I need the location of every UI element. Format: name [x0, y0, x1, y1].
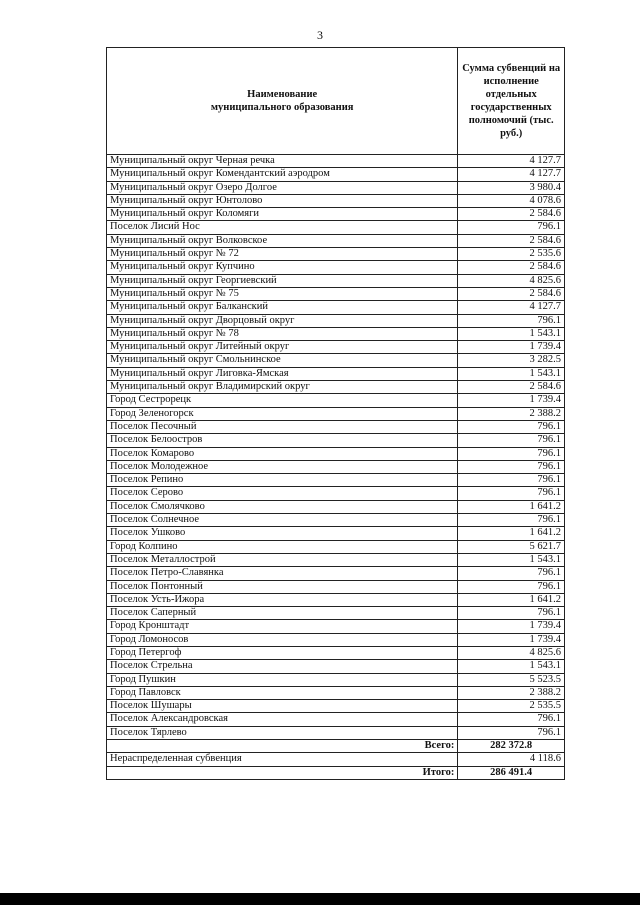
table-row	[107, 314, 565, 327]
municipality-name: Муниципальный округ Волковское	[107, 234, 458, 247]
subvention-value: 2 584.6	[458, 234, 565, 247]
municipality-name: Муниципальный округ Дворцовый округ	[107, 314, 458, 327]
unallocated-value: 4 118.6	[458, 753, 565, 766]
table-row	[107, 567, 565, 580]
grand-total-value: 286 491.4	[458, 766, 565, 779]
subvention-value: 3 980.4	[458, 181, 565, 194]
subvention-value: 4 127.7	[458, 168, 565, 181]
table-row	[107, 234, 565, 247]
table-row	[107, 208, 565, 221]
table-row	[107, 686, 565, 699]
municipality-name: Поселок Александровская	[107, 713, 458, 726]
table-row	[107, 580, 565, 593]
municipality-name: Муниципальный округ № 75	[107, 287, 458, 300]
subvention-value: 5 523.5	[458, 673, 565, 686]
table-row	[107, 487, 565, 500]
table-header-row	[107, 48, 565, 155]
municipality-name: Поселок Белоостров	[107, 434, 458, 447]
subvention-value: 796.1	[458, 607, 565, 620]
table-row	[107, 646, 565, 659]
municipality-name: Поселок Солнечное	[107, 514, 458, 527]
municipality-name: Город Зеленогорск	[107, 407, 458, 420]
table-row	[107, 553, 565, 566]
table-row	[107, 341, 565, 354]
table-row	[107, 301, 565, 314]
table-row	[107, 700, 565, 713]
table-row	[107, 221, 565, 234]
municipality-name: Поселок Усть-Ижора	[107, 593, 458, 606]
municipality-name: Поселок Репино	[107, 474, 458, 487]
subvention-value: 2 584.6	[458, 287, 565, 300]
municipality-name: Муниципальный округ Смольнинское	[107, 354, 458, 367]
scan-bottom-edge	[0, 893, 640, 905]
municipality-name: Муниципальный округ Юнтолово	[107, 194, 458, 207]
municipality-name: Поселок Серово	[107, 487, 458, 500]
subvention-value: 796.1	[458, 434, 565, 447]
table-row	[107, 248, 565, 261]
table-row	[107, 168, 565, 181]
subvention-value: 1 543.1	[458, 367, 565, 380]
header-name-line2: муниципального образования	[210, 102, 354, 113]
subvention-value: 1 739.4	[458, 633, 565, 646]
unallocated-label: Нераспределенная субвенция	[107, 753, 458, 766]
subvention-value: 2 584.6	[458, 261, 565, 274]
municipality-name: Поселок Стрельна	[107, 660, 458, 673]
subvention-value: 4 127.7	[458, 301, 565, 314]
municipality-name: Муниципальный округ Комендантский аэродром	[107, 168, 458, 181]
table-row	[107, 593, 565, 606]
table-row	[107, 620, 565, 633]
table-row	[107, 500, 565, 513]
table-row	[107, 514, 565, 527]
subvention-table	[106, 47, 565, 780]
grand-total-row	[107, 766, 565, 779]
subvention-value: 3 282.5	[458, 354, 565, 367]
total-label: Всего:	[107, 740, 458, 753]
subvention-value: 796.1	[458, 514, 565, 527]
municipality-name: Муниципальный округ Коломяги	[107, 208, 458, 221]
municipality-name: Поселок Лисий Нос	[107, 221, 458, 234]
subvention-value: 796.1	[458, 314, 565, 327]
subvention-value: 4 825.6	[458, 274, 565, 287]
table-row	[107, 447, 565, 460]
table-row	[107, 407, 565, 420]
subvention-value: 2 584.6	[458, 208, 565, 221]
subvention-value: 796.1	[458, 447, 565, 460]
municipality-name: Муниципальный округ № 78	[107, 327, 458, 340]
table-body	[107, 155, 565, 740]
subvention-value: 796.1	[458, 460, 565, 473]
subvention-value: 5 621.7	[458, 540, 565, 553]
municipality-name: Муниципальный округ Купчино	[107, 261, 458, 274]
subvention-value: 1 543.1	[458, 553, 565, 566]
table-row	[107, 367, 565, 380]
municipality-name: Поселок Саперный	[107, 607, 458, 620]
subvention-value: 2 388.2	[458, 686, 565, 699]
municipality-name: Город Колпино	[107, 540, 458, 553]
municipality-name: Муниципальный округ Озеро Долгое	[107, 181, 458, 194]
municipality-name: Поселок Понтонный	[107, 580, 458, 593]
subvention-value: 2 535.5	[458, 700, 565, 713]
subvention-value: 796.1	[458, 474, 565, 487]
municipality-name: Муниципальный округ Литейный округ	[107, 341, 458, 354]
table-row	[107, 607, 565, 620]
municipality-name: Поселок Металлострой	[107, 553, 458, 566]
table-row	[107, 287, 565, 300]
municipality-name: Поселок Молодежное	[107, 460, 458, 473]
municipality-name: Муниципальный округ Балканский	[107, 301, 458, 314]
municipality-name: Город Сестрорецк	[107, 394, 458, 407]
subvention-value: 796.1	[458, 487, 565, 500]
municipality-name: Поселок Петро-Славянка	[107, 567, 458, 580]
municipality-name: Поселок Шушары	[107, 700, 458, 713]
subvention-value: 1 641.2	[458, 527, 565, 540]
table-row	[107, 460, 565, 473]
municipality-name: Поселок Песочный	[107, 420, 458, 433]
table-row	[107, 155, 565, 168]
municipality-name: Поселок Комарово	[107, 447, 458, 460]
subvention-value: 4 078.6	[458, 194, 565, 207]
subvention-value: 2 584.6	[458, 381, 565, 394]
subvention-value: 796.1	[458, 713, 565, 726]
subvention-value: 1 543.1	[458, 327, 565, 340]
subvention-value: 1 543.1	[458, 660, 565, 673]
subvention-value: 1 739.4	[458, 341, 565, 354]
municipality-name: Город Петергоф	[107, 646, 458, 659]
subvention-value: 796.1	[458, 221, 565, 234]
subvention-value: 2 388.2	[458, 407, 565, 420]
subvention-value: 796.1	[458, 420, 565, 433]
municipality-name: Муниципальный округ Черная речка	[107, 155, 458, 168]
table-row	[107, 660, 565, 673]
municipality-name: Город Кронштадт	[107, 620, 458, 633]
table-row	[107, 434, 565, 447]
subvention-value: 796.1	[458, 567, 565, 580]
subvention-value: 1 641.2	[458, 593, 565, 606]
subvention-value: 2 535.6	[458, 248, 565, 261]
municipality-name: Муниципальный округ Георгиевский	[107, 274, 458, 287]
table-row	[107, 354, 565, 367]
unallocated-row	[107, 753, 565, 766]
municipality-name: Муниципальный округ Лиговка-Ямская	[107, 367, 458, 380]
grand-total-label: Итого:	[107, 766, 458, 779]
municipality-name: Поселок Тярлево	[107, 726, 458, 739]
table-row	[107, 274, 565, 287]
table-row	[107, 474, 565, 487]
municipality-name: Поселок Ушково	[107, 527, 458, 540]
table-row	[107, 540, 565, 553]
table-row	[107, 381, 565, 394]
municipality-name: Поселок Смолячково	[107, 500, 458, 513]
subvention-value: 1 739.4	[458, 394, 565, 407]
municipality-name: Город Ломоносов	[107, 633, 458, 646]
total-value: 282 372.8	[458, 740, 565, 753]
municipality-name: Муниципальный округ № 72	[107, 248, 458, 261]
table-row	[107, 327, 565, 340]
header-name-line1: Наименование	[247, 89, 318, 100]
table-row	[107, 726, 565, 739]
page-number: 3	[317, 28, 323, 42]
municipality-name: Город Пушкин	[107, 673, 458, 686]
table-row	[107, 420, 565, 433]
table-row	[107, 633, 565, 646]
subvention-value: 4 127.7	[458, 155, 565, 168]
total-row	[107, 740, 565, 753]
subvention-value: 4 825.6	[458, 646, 565, 659]
table-row	[107, 194, 565, 207]
table-row	[107, 713, 565, 726]
municipality-name: Город Павловск	[107, 686, 458, 699]
table-row	[107, 673, 565, 686]
table-row	[107, 261, 565, 274]
table-row	[107, 527, 565, 540]
subvention-value: 796.1	[458, 580, 565, 593]
subvention-value: 1 739.4	[458, 620, 565, 633]
municipality-name: Муниципальный округ Владимирский округ	[107, 381, 458, 394]
header-subvention-sum: Сумма субвенций на исполнение отдельных государственных полномочий (тыс. руб.)	[458, 48, 565, 155]
header-municipality	[107, 48, 458, 155]
subvention-value: 796.1	[458, 726, 565, 739]
subvention-value: 1 641.2	[458, 500, 565, 513]
table-row	[107, 394, 565, 407]
table-row	[107, 181, 565, 194]
